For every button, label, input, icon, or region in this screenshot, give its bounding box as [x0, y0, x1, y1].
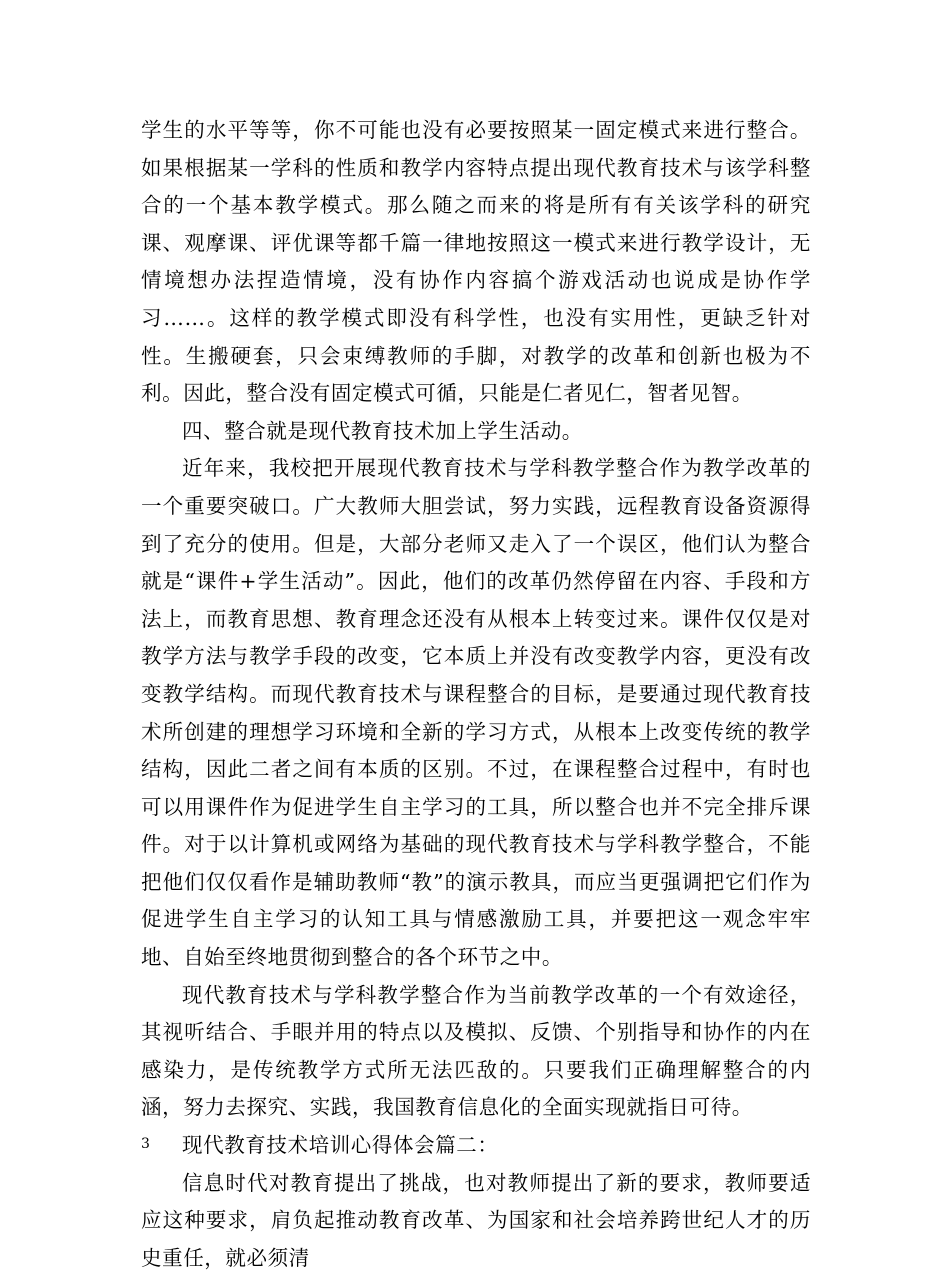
- section-title-part-two: 现代教育技术培训心得体会篇二：: [182, 1133, 499, 1158]
- page-number: 3: [141, 1136, 150, 1152]
- paragraph-information-age: 信息时代对教育提出了挑战，也对教师提出了新的要求，教师要适应这种要求，肩负起推动教育改革、为国家和社会培养跨世纪人才的历史重任，就必须清: [141, 1170, 811, 1270]
- paragraph-recent-years: 近年来，我校把开展现代教育技术与学科教学整合作为教学改革的一个重要突破口。广大教师大胆尝试，努力实践，远程教育设备资源得到了充分的使用。但是，大部分老师又走入了一个误区，他们认为整合就是“课件+学生活动”。因此，他们的改革仍然停留在内容、手段和方法上，而教育思想、教育理念还没有从根本上转变过来。课件仅仅是对教学方法与教学手段的改变，它本质上并没有改变教学内容，更没有改变教学结构。而现代教育技术与课程整合的目标，是要通过现代教育技术所创建的理想学习环境和全新的学习方式，从根本上改变传统的教学结构，因此二者之间有本质的区别。不过，在课程整合过程中，有时也可以用课件作为促进学生自主学习的工具，所以整合也并不完全排斥课件。对于以计算机或网络为基础的现代教育技术与学科教学整合，不能把他们仅仅看作是辅助教师“教”的演示教具，而应当更强调把它们作为促进学生自主学习的认知工具与情感激励工具，并要把这一观念牢牢地、自始至终地贯彻到整合的各个环节之中。: [141, 456, 811, 970]
- section-heading-four: 四、整合就是现代教育技术加上学生活动。: [182, 418, 583, 443]
- paragraph-continuation: 学生的水平等等，你不可能也没有必要按照某一固定模式来进行整合。如果根据某一学科的性质和教学内容特点提出现代教育技术与该学科整合的一个基本教学模式。那么随之而来的将是所有有关该学科的研究课、观摩课、评优课等都千篇一律地按照这一模式来进行教学设计，无情境想办法捏造情境，没有协作内容搞个游戏活动也说成是协作学习……。这样的教学模式即没有科学性，也没有实用性，更缺乏针对性。生搬硬套，只会束缚教师的手脚，对教学的改革和创新也极为不利。因此，整合没有固定模式可循，只能是仁者见仁，智者见智。: [141, 118, 811, 406]
- paragraph-conclusion: 现代教育技术与学科教学整合作为当前教学改革的一个有效途径，其视听结合、手眼并用的特点以及模拟、反馈、个别指导和协作的内在感染力，是传统教学方式所无法匹敌的。只要我们正确理解整合的内涵，努力去探究、实践，我国教育信息化的全面实现就指日可待。: [141, 982, 811, 1120]
- body-text: [141, 112, 811, 1277]
